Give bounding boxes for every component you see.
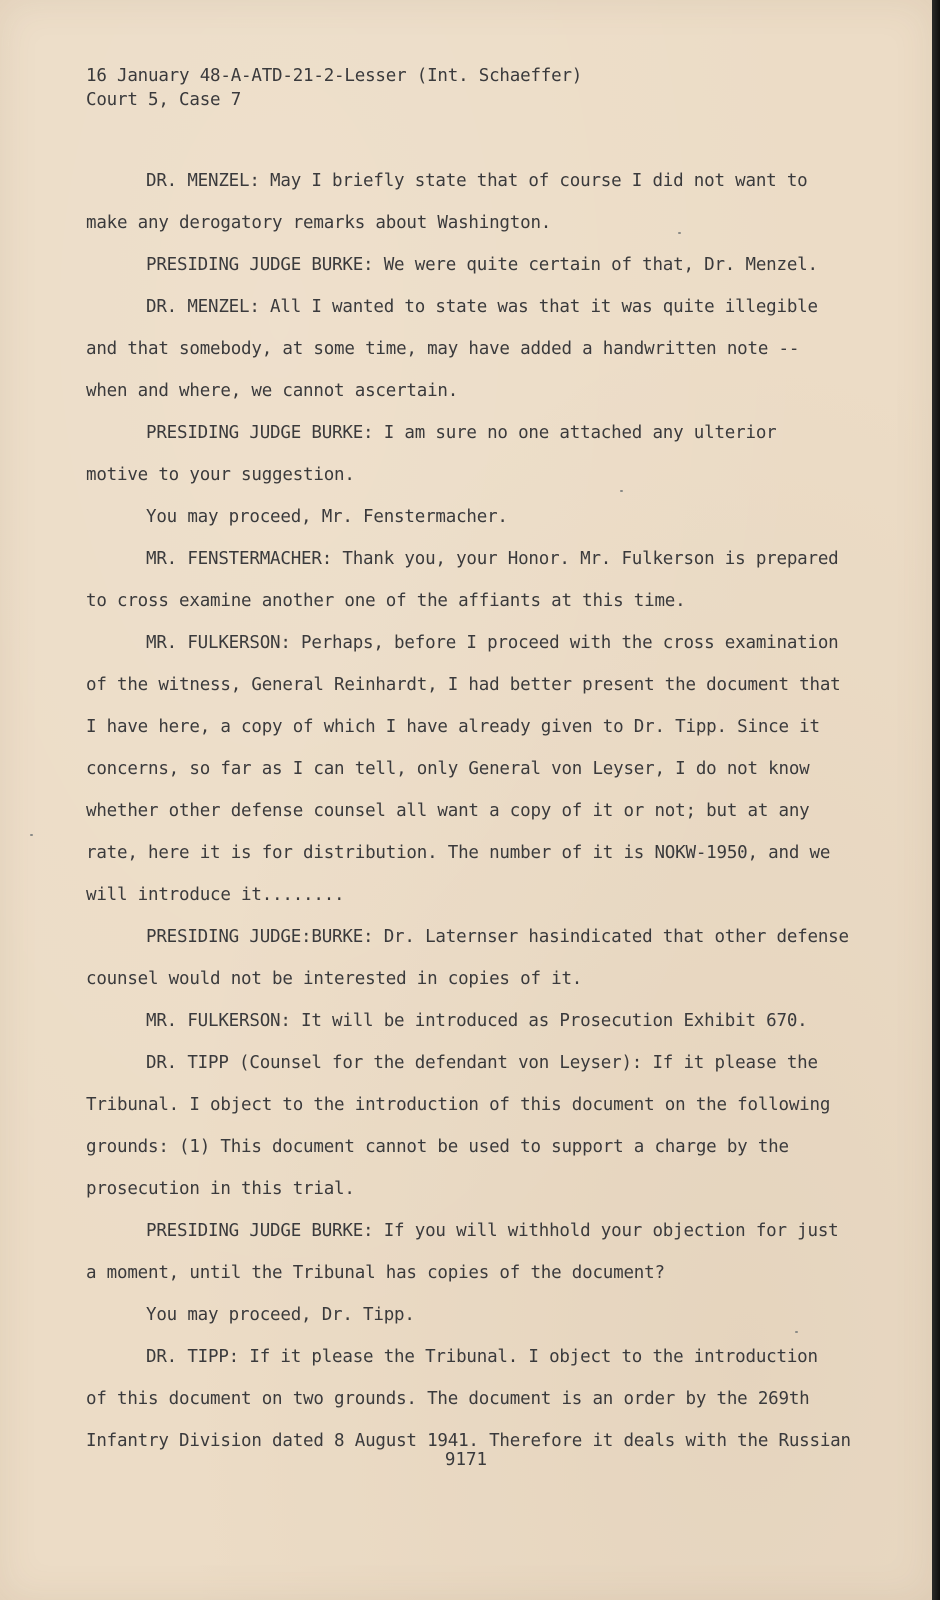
text-line: Tribunal. I object to the introduction of this document on the following — [86, 1095, 831, 1115]
text-line: rate, here it is for distribution. The number of it is NOKW-1950, and we — [86, 843, 831, 863]
text-line: You may proceed, Mr. Fenstermacher. — [146, 507, 508, 527]
scan-edge — [932, 0, 940, 1600]
paragraph — [86, 1336, 886, 1462]
paragraph — [86, 160, 886, 244]
paper-speck — [620, 490, 623, 492]
text-line: counsel would not be interested in copies of it. — [86, 969, 583, 989]
paragraph — [86, 1000, 886, 1042]
paper-speck — [678, 232, 681, 234]
text-line: You may proceed, Dr. Tipp. — [146, 1305, 415, 1325]
paragraph — [86, 1210, 886, 1294]
paper-speck — [795, 1331, 798, 1333]
transcript-body — [86, 160, 886, 1462]
text-line: of the witness, General Reinhardt, I had better present the document that — [86, 675, 841, 695]
text-line: whether other defense counsel all want a copy of it or not; but at any — [86, 801, 810, 821]
paragraph — [86, 496, 886, 538]
paragraph — [86, 916, 886, 1000]
text-line: concerns, so far as I can tell, only General von Leyser, I do not know — [86, 759, 810, 779]
text-line: PRESIDING JUDGE BURKE: I am sure no one attached any ulterior — [146, 423, 777, 443]
paragraph — [86, 244, 886, 286]
text-line: MR. FULKERSON: Perhaps, before I proceed with the cross examination — [146, 633, 839, 653]
text-line: Infantry Division dated 8 August 1941. Therefore it deals with the Russian — [86, 1431, 851, 1451]
paragraph — [86, 412, 886, 496]
text-line: to cross examine another one of the affiants at this time. — [86, 591, 686, 611]
text-line: MR. FULKERSON: It will be introduced as Prosecution Exhibit 670. — [146, 1011, 808, 1031]
text-line: a moment, until the Tribunal has copies of the document? — [86, 1263, 665, 1283]
text-line: make any derogatory remarks about Washington. — [86, 213, 552, 233]
text-line: prosecution in this trial. — [86, 1179, 355, 1199]
text-line: of this document on two grounds. The document is an order by the 269th — [86, 1389, 810, 1409]
text-line: PRESIDING JUDGE:BURKE: Dr. Laternser hasindicated that other defense — [146, 927, 849, 947]
paragraph — [86, 286, 886, 412]
text-line: and that somebody, at some time, may have added a handwritten note -- — [86, 339, 800, 359]
text-line: grounds: (1) This document cannot be used to support a charge by the — [86, 1137, 789, 1157]
text-line: DR. TIPP: If it please the Tribunal. I object to the introduction — [146, 1347, 818, 1367]
text-line: DR. MENZEL: All I wanted to state was that it was quite illegible — [146, 297, 818, 317]
text-line: PRESIDING JUDGE BURKE: We were quite certain of that, Dr. Menzel. — [146, 255, 818, 275]
header-court-line: Court 5, Case 7 — [86, 90, 242, 110]
text-line: MR. FENSTERMACHER: Thank you, your Honor. Mr. Fulkerson is prepared — [146, 549, 839, 569]
paragraph — [86, 1042, 886, 1210]
header-date-line: 16 January 48-A-ATD-21-2-Lesser (Int. Schaeffer) — [86, 66, 583, 86]
page-number: 9171 — [444, 1450, 488, 1470]
paragraph — [86, 622, 886, 916]
paper-speck — [30, 834, 33, 836]
text-line: DR. MENZEL: May I briefly state that of course I did not want to — [146, 171, 808, 191]
text-line: when and where, we cannot ascertain. — [86, 381, 459, 401]
paragraph — [86, 538, 886, 622]
paragraph — [86, 1294, 886, 1336]
text-line: motive to your suggestion. — [86, 465, 355, 485]
text-line: PRESIDING JUDGE BURKE: If you will withhold your objection for just — [146, 1221, 839, 1241]
text-line: I have here, a copy of which I have already given to Dr. Tipp. Since it — [86, 717, 820, 737]
text-line: will introduce it........ — [86, 885, 345, 905]
text-line: DR. TIPP (Counsel for the defendant von Leyser): If it please the — [146, 1053, 818, 1073]
